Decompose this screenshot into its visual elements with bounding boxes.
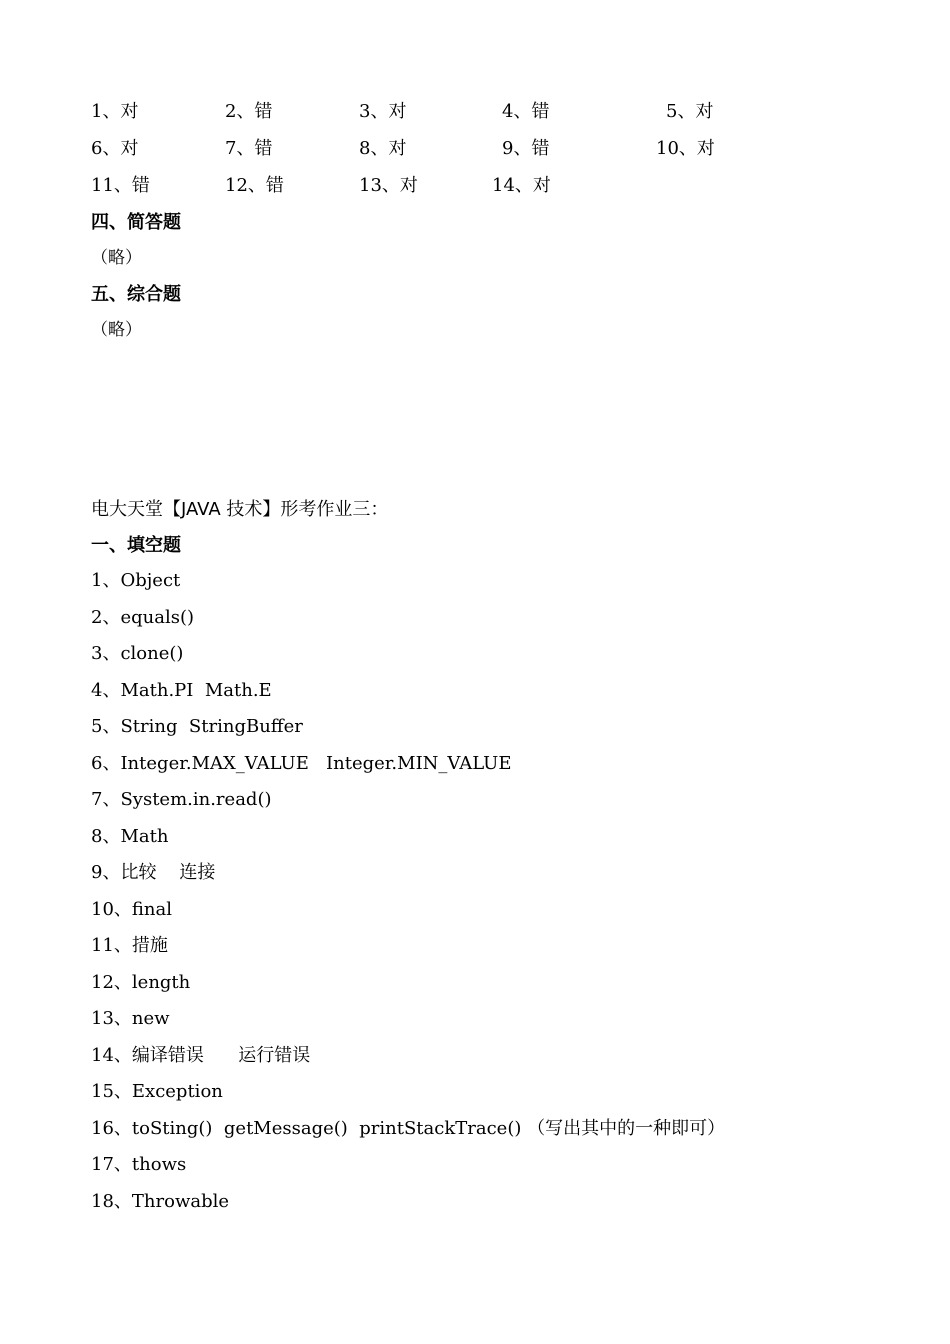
judgement-answer-9: 9、错 xyxy=(502,138,550,159)
fill-blank-answer-14: 14、编译错误 运行错误 xyxy=(91,1045,311,1066)
fill-blank-answer-11: 11、措施 xyxy=(91,935,168,956)
section-heading-comprehensive: 五、综合题 xyxy=(91,284,181,305)
judgement-answer-2: 2、错 xyxy=(225,101,273,122)
fill-blank-answer-17: 17、thows xyxy=(91,1154,187,1175)
section-heading-fill-blank: 一、填空题 xyxy=(91,535,181,556)
judgement-answer-12: 12、错 xyxy=(225,175,284,196)
judgement-answer-10: 10、对 xyxy=(656,138,715,159)
judgement-answer-3: 3、对 xyxy=(359,101,407,122)
judgement-answer-1: 1、对 xyxy=(91,101,139,122)
fill-blank-answer-6: 6、Integer.MAX_VALUE Integer.MIN_VALUE xyxy=(91,753,512,774)
fill-blank-answer-10: 10、final xyxy=(91,899,172,920)
judgement-row-3 xyxy=(0,174,950,198)
fill-blank-answer-8: 8、Math xyxy=(91,826,169,847)
judgement-answer-13: 13、对 xyxy=(359,175,418,196)
judgement-answer-11: 11、错 xyxy=(91,175,150,196)
fill-blank-answer-12: 12、length xyxy=(91,972,191,993)
judgement-answer-7: 7、错 xyxy=(225,138,273,159)
fill-blank-answer-1: 1、Object xyxy=(91,570,181,591)
judgement-answer-14: 14、对 xyxy=(492,175,551,196)
section-note-short-answer: （略） xyxy=(91,248,142,268)
assignment-title: 电大天堂【JAVA 技术】形考作业三： xyxy=(91,499,389,520)
judgement-answer-6: 6、对 xyxy=(91,138,139,159)
fill-blank-answer-13: 13、new xyxy=(91,1008,170,1029)
fill-blank-answer-9: 9、比较 连接 xyxy=(91,862,216,883)
judgement-row-2 xyxy=(0,137,950,161)
fill-blank-answer-18: 18、Throwable xyxy=(91,1191,230,1212)
fill-blank-answer-7: 7、System.in.read() xyxy=(91,789,272,810)
judgement-answer-4: 4、错 xyxy=(502,101,550,122)
judgement-row-1 xyxy=(0,100,950,124)
judgement-answer-5: 5、对 xyxy=(666,101,714,122)
section-heading-short-answer: 四、简答题 xyxy=(91,212,181,233)
section-note-comprehensive: （略） xyxy=(91,320,142,340)
judgement-answer-8: 8、对 xyxy=(359,138,407,159)
fill-blank-answer-15: 15、Exception xyxy=(91,1081,223,1102)
fill-blank-answer-16: 16、toSting() getMessage() printStackTrace() （写出其中的一种即可） xyxy=(91,1118,726,1139)
fill-blank-answer-3: 3、clone() xyxy=(91,643,184,664)
fill-blank-answer-5: 5、String StringBuffer xyxy=(91,716,303,737)
fill-blank-answer-2: 2、equals() xyxy=(91,607,194,628)
fill-blank-answer-4: 4、Math.PI Math.E xyxy=(91,680,272,701)
